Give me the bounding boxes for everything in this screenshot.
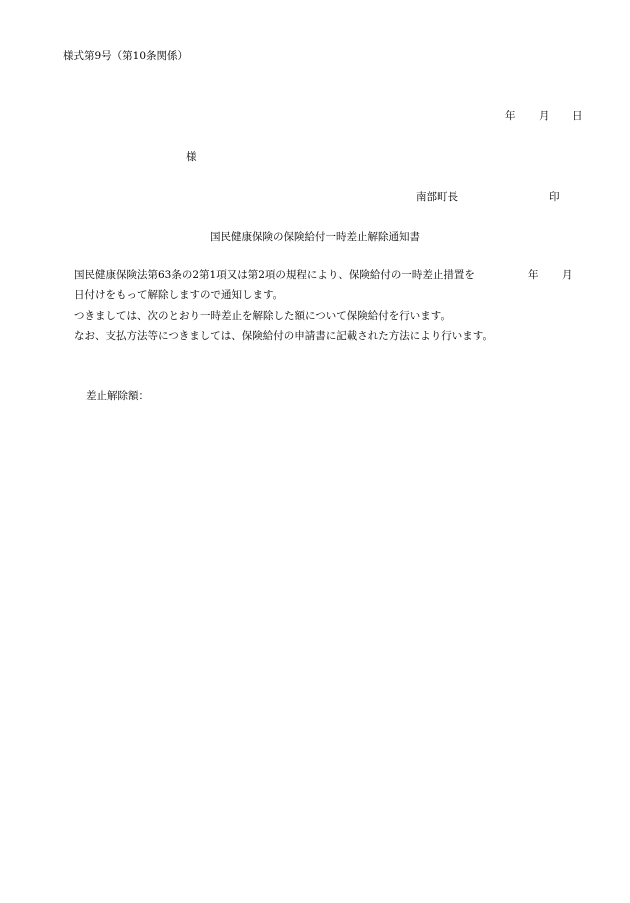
date-day-label: 日	[572, 110, 583, 122]
amount-label: 差止解除額：	[86, 390, 149, 402]
body-line-1-year: 年	[528, 269, 539, 281]
addressee-suffix: 様	[186, 151, 197, 163]
body-line-1-month: 月	[562, 269, 573, 281]
body-line-1	[74, 270, 574, 282]
body-line-4: なお、支払方法等につきましては、保険給付の申請書に記載された方法により行います。	[74, 330, 493, 342]
date-year-label: 年	[505, 110, 516, 122]
seal-mark: 印	[549, 191, 560, 203]
issuer-title: 南部町長	[416, 191, 458, 203]
body-line-2: 日付けをもって解除しますので通知します。	[74, 289, 284, 301]
body-line-1-text: 国民健康保険法第63条の2第1項又は第2項の規程により、保険給付の一時差止措置を	[74, 269, 475, 281]
body-line-3: つきましては、次のとおり一時差止を解除した額について保険給付を行います。	[74, 310, 451, 322]
document-title: 国民健康保険の保険給付一時差止解除通知書	[210, 231, 420, 243]
form-number: 様式第9号（第10条関係）	[63, 50, 189, 62]
date-month-label: 月	[539, 110, 550, 122]
issue-date	[505, 111, 585, 123]
